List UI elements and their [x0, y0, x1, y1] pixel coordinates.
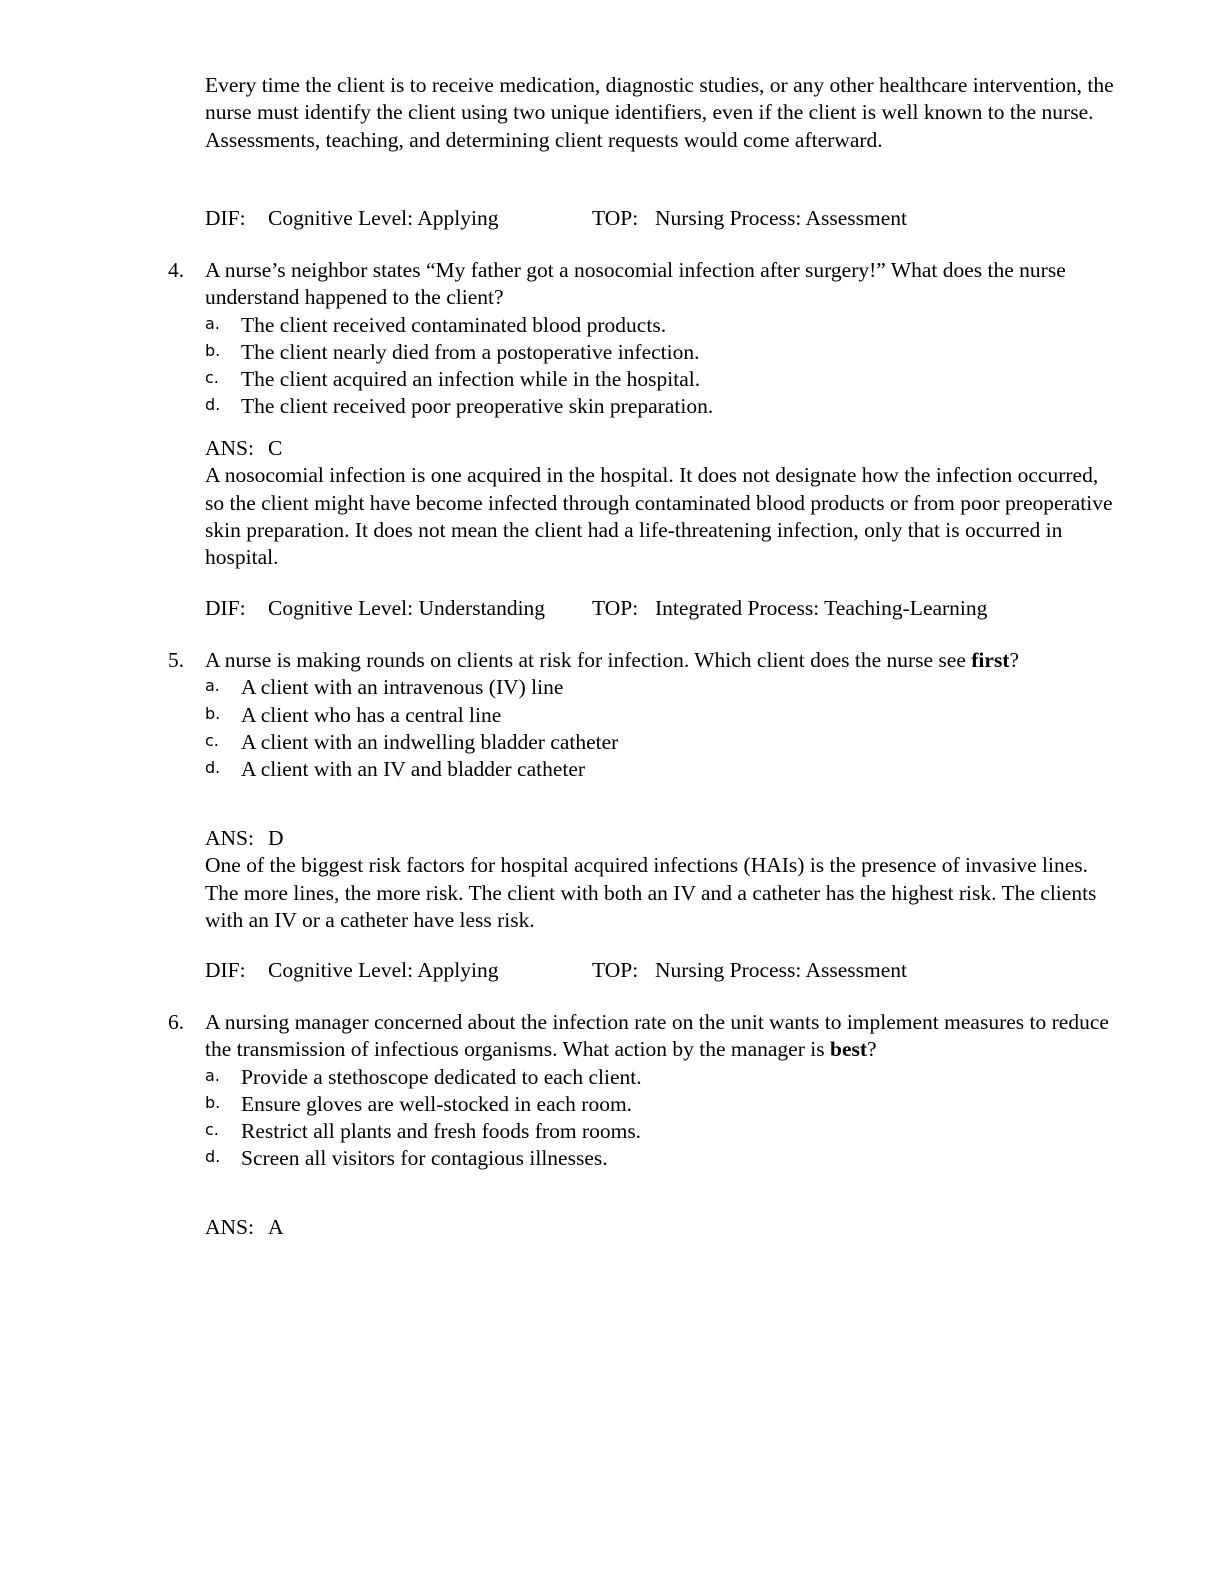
option-letter: a. [205, 313, 220, 333]
option-text: Screen all visitors for contagious illnesses. [241, 1146, 608, 1171]
meta-4 [205, 595, 1105, 623]
option-letter: b. [205, 340, 221, 360]
option-b [205, 702, 1115, 729]
rationale-text: A nosocomial infection is one acquired in the hospital. It does not designate how the infection occurred, so the client might have become infected through contaminated blood products or from poor preoperative skin preparation. It does not mean the client had a life-threatening infection, only that is occurred in hospital. [205, 463, 1113, 570]
option-letter: b. [205, 1092, 221, 1112]
answer-label: ANS: [205, 1215, 254, 1239]
answer-value: A [268, 1215, 284, 1239]
option-text: The client received contaminated blood products. [241, 312, 667, 337]
answer-line [205, 825, 1115, 852]
option-list [205, 312, 1115, 421]
option-text: The client acquired an infection while in the hospital. [241, 367, 701, 392]
top-value: Integrated Process: Teaching-Learning [655, 596, 988, 620]
question-6 [168, 1009, 1115, 1173]
option-text: A client who has a central line [241, 702, 502, 727]
answer-value: D [268, 826, 284, 850]
question-stem: A nurse is making rounds on clients at risk for infection. Which client does the nurse see first? [205, 648, 1020, 672]
question-number: 4. [168, 258, 185, 282]
top-label: TOP: [592, 596, 639, 620]
option-letter: a. [205, 1065, 220, 1085]
option-text: Restrict all plants and fresh foods from rooms. [241, 1119, 642, 1144]
option-text: A client with an indwelling bladder catheter [241, 729, 619, 754]
option-text: Provide a stethoscope dedicated to each client. [241, 1064, 642, 1089]
option-d [205, 756, 1115, 783]
dif-value: Cognitive Level: Applying [268, 958, 499, 982]
dif-value: Cognitive Level: Applying [268, 206, 499, 230]
option-c [205, 1118, 1115, 1145]
rationale-text: Every time the client is to receive medication, diagnostic studies, or any other healthcare intervention, the nurse must identify the client using two unique identifiers, even if the client is well known to the nurse. Assessments, teaching, and determining client requests would come afterward. [205, 73, 1114, 152]
meta-previous [205, 205, 1105, 233]
top-label: TOP: [592, 206, 639, 230]
answer-6 [205, 1214, 1115, 1241]
option-list [205, 1064, 1115, 1173]
option-letter: c. [205, 1120, 219, 1140]
option-text: A client with an intravenous (IV) line [241, 675, 564, 700]
option-b [205, 339, 1115, 366]
option-letter: b. [205, 703, 221, 723]
answer-5 [205, 825, 1115, 934]
option-letter: d. [205, 1147, 221, 1167]
option-text: A client with an IV and bladder catheter [241, 757, 586, 782]
option-a [205, 1064, 1115, 1091]
option-letter: d. [205, 758, 221, 778]
option-text: The client nearly died from a postoperative infection. [241, 339, 700, 364]
answer-line [205, 1214, 1115, 1241]
top-value: Nursing Process: Assessment [655, 958, 908, 982]
option-d [205, 1145, 1115, 1172]
option-list [205, 674, 1115, 783]
option-c [205, 366, 1115, 393]
option-letter: d. [205, 395, 221, 415]
option-a [205, 312, 1115, 339]
option-text: The client received poor preoperative skin preparation. [241, 394, 714, 419]
question-4 [168, 257, 1115, 421]
question-number: 5. [168, 648, 185, 672]
rationale-text: One of the biggest risk factors for hospital acquired infections (HAIs) is the presence of invasive lines. The more lines, the more risk. The client with both an IV and a catheter has the highest risk. The clients with an IV or a catheter have less risk. [205, 853, 1097, 932]
dif-label: DIF: [205, 206, 246, 230]
option-a [205, 674, 1115, 701]
answer-4 [205, 435, 1115, 571]
answer-label: ANS: [205, 436, 254, 460]
answer-line [205, 435, 1115, 462]
question-stem: A nurse’s neighbor states “My father got a nosocomial infection after surgery!” What does the nurse understand happened to the client? [205, 258, 1066, 310]
answer-label: ANS: [205, 826, 254, 850]
question-stem: A nursing manager concerned about the infection rate on the unit wants to implement measures to reduce the transmission of infectious organisms. What action by the manager is best? [205, 1010, 1109, 1062]
top-label: TOP: [592, 958, 639, 982]
rationale-previous [205, 72, 1115, 154]
dif-label: DIF: [205, 958, 246, 982]
question-number: 6. [168, 1010, 185, 1034]
option-b [205, 1091, 1115, 1118]
emphasis: first [971, 648, 1010, 672]
option-letter: a. [205, 676, 220, 696]
option-letter: c. [205, 730, 219, 750]
answer-value: C [268, 436, 283, 460]
dif-label: DIF: [205, 596, 246, 620]
option-c [205, 729, 1115, 756]
emphasis: best [829, 1037, 868, 1062]
dif-value: Cognitive Level: Understanding [268, 596, 546, 620]
option-letter: c. [205, 368, 219, 388]
option-text: Ensure gloves are well-stocked in each room. [241, 1091, 633, 1116]
option-d [205, 393, 1115, 420]
meta-5 [205, 957, 1105, 985]
top-value: Nursing Process: Assessment [655, 206, 908, 230]
question-5 [168, 647, 1115, 783]
